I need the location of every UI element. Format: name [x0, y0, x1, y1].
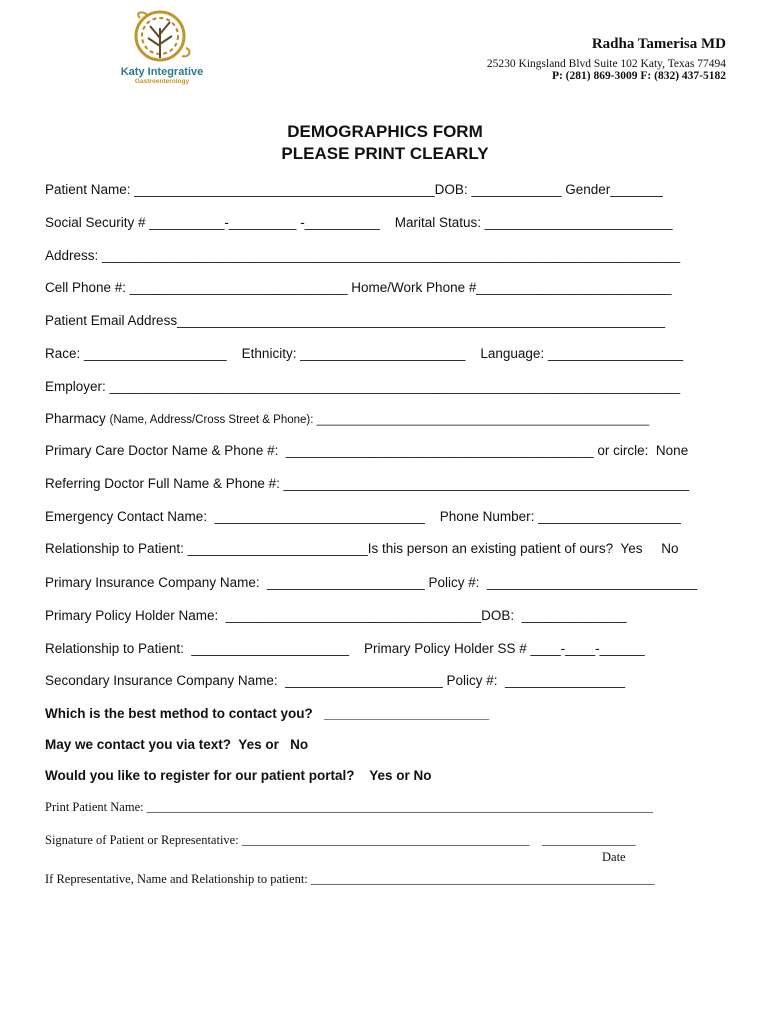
address-line: Address: _____________________________________________________________________________ [45, 248, 681, 263]
relationship-ss-line: Relationship to Patient: _____________________ Primary Policy Holder SS # ____-____-______ [45, 641, 645, 656]
employer-line: Employer: ____________________________________________________________________________ [45, 379, 681, 394]
secondary-insurance-line: Secondary Insurance Company Name: _____________________ Policy #: ________________ [45, 673, 626, 688]
relationship-existing-line: Relationship to Patient: ________________________Is this person an existing patient of ours? Yes No [45, 541, 679, 556]
pharmacy-line [45, 411, 649, 426]
contact-method-line: Which is the best method to contact you? ______________________ [45, 706, 490, 721]
date-label: Date [602, 850, 626, 864]
logo-name: Katy Integrative [120, 66, 204, 78]
phones-line: Cell Phone #: _____________________________ Home/Work Phone #__________________________ [45, 280, 672, 295]
emergency-contact-line: Emergency Contact Name: ____________________________ Phone Number: ___________________ [45, 509, 681, 524]
form-title: DEMOGRAPHICS FORM [287, 122, 483, 141]
signature-line: Signature of Patient or Representative: ______________________________________________ _______________ [45, 833, 636, 847]
portal-line: Would you like to register for our patient portal? Yes or No [45, 768, 432, 783]
clinic-phones: P: (281) 869-3009 F: (832) 437-5182 [551, 70, 726, 82]
form-subtitle: PLEASE PRINT CLEARLY [281, 144, 489, 163]
ssn-marital-line: Social Security # __________-_________ -__________ Marital Status: _________________________ [45, 215, 673, 230]
pharmacy-label: Pharmacy [45, 411, 110, 426]
referring-doctor-line: Referring Doctor Full Name & Phone #: ______________________________________________________ [45, 476, 690, 491]
representative-line: If Representative, Name and Relationship to patient: _______________________________________________________ [45, 872, 655, 886]
logo-subtitle: Gastroenterology [134, 78, 190, 85]
text-consent-line: May we contact you via text? Yes or No [45, 737, 309, 752]
primary-insurance-line: Primary Insurance Company Name: _____________________ Policy #: ____________________________ [45, 575, 698, 590]
patient-name-line: Patient Name: ________________________________________DOB: ____________ Gender_______ [45, 182, 663, 197]
doctor-name: Radha Tamerisa MD [591, 36, 726, 52]
clinic-address: 25230 Kingsland Blvd Suite 102 Katy, Texas 77494 [486, 58, 726, 70]
policy-holder-line: Primary Policy Holder Name: __________________________________DOB: ______________ [45, 608, 627, 623]
primary-care-line: Primary Care Doctor Name & Phone #: _________________________________________ or circle: None [45, 443, 689, 458]
clinic-logo [112, 8, 212, 88]
email-line: Patient Email Address_________________________________________________________________ [45, 313, 666, 328]
print-name-line: Print Patient Name: _________________________________________________________________________________ [45, 800, 653, 814]
race-ethnicity-language-line: Race: ___________________ Ethnicity: ______________________ Language: __________________ [45, 346, 684, 361]
pharmacy-note: (Name, Address/Cross Street & Phone): ____________________________________________________ [109, 414, 650, 426]
tree-logo-icon [112, 8, 212, 68]
clinic-header [487, 36, 726, 82]
